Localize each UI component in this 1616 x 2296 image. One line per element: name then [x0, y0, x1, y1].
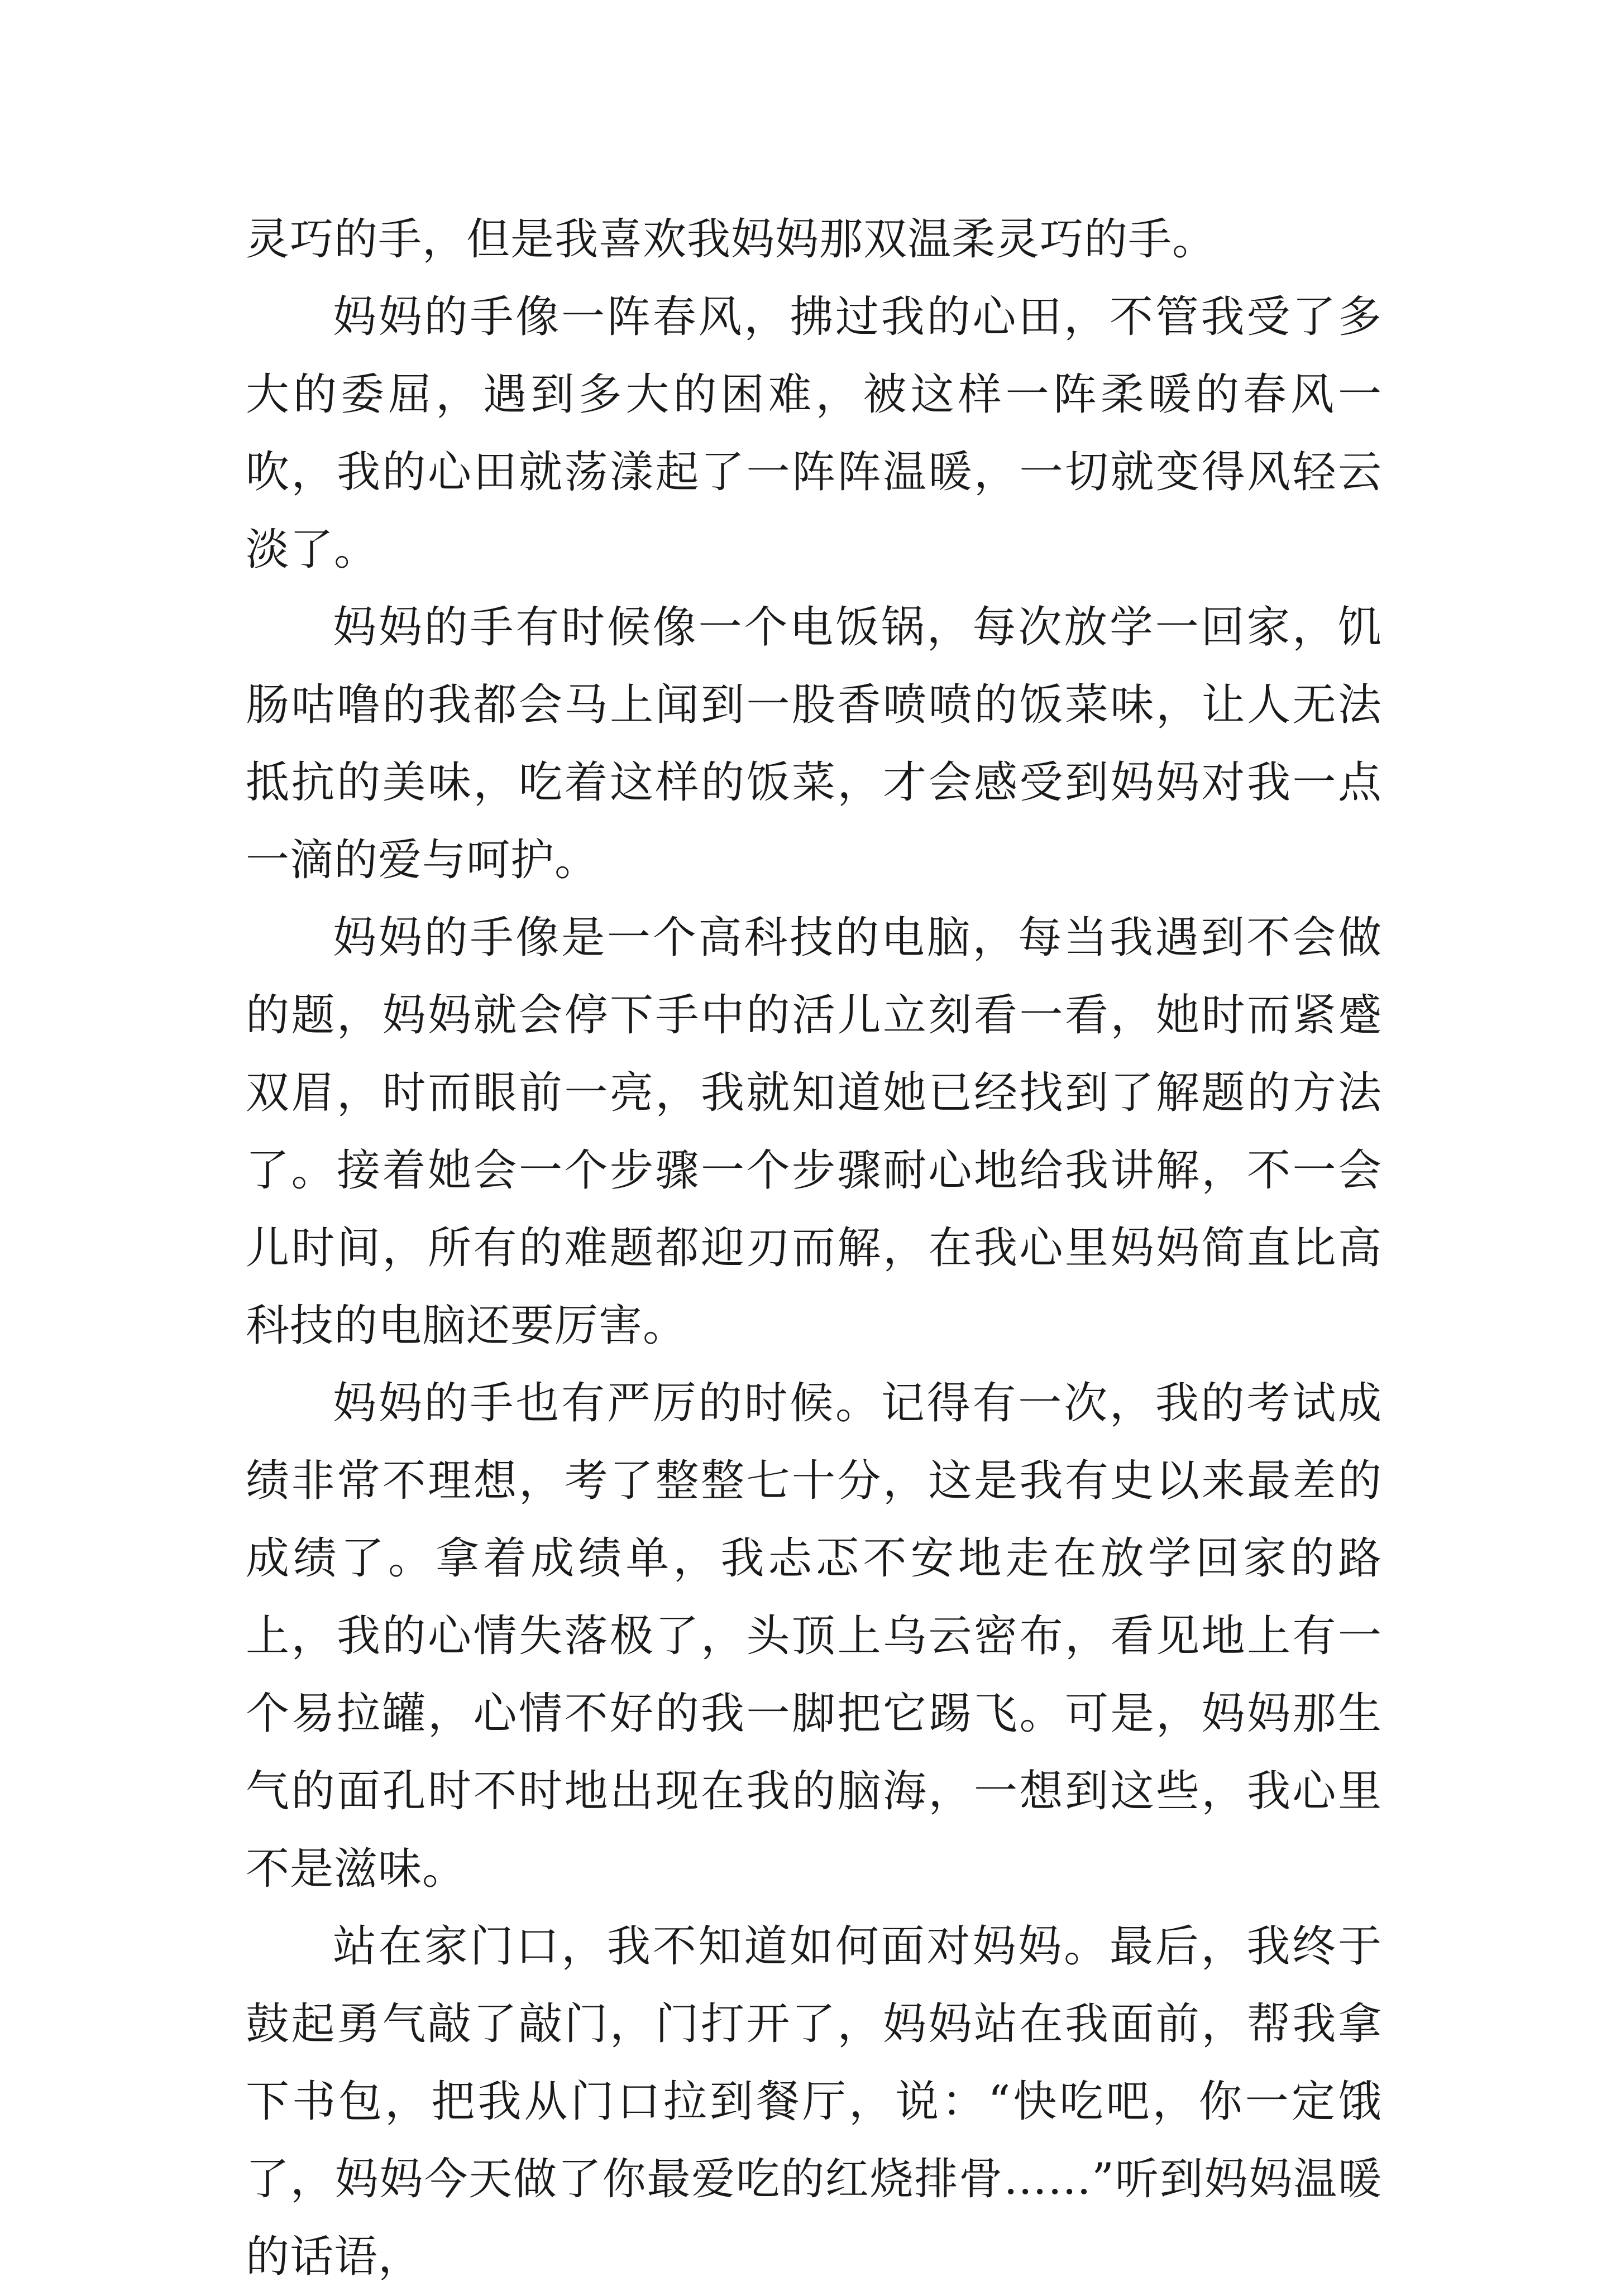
paragraph-continued: 灵巧的手，但是我喜欢我妈妈那双温柔灵巧的手。: [246, 214, 1217, 265]
paragraph-computer: 妈妈的手像是一个高科技的电脑，每当我遇到不会做的题，妈妈就会停下手中的活儿立刻看一看，她时而紧蹙双眉，时而眼前一亮，我就知道她已经找到了解题的方法了。接着她会一个步骤一个步骤耐心地给我讲解，不一会儿时间，所有的难题都迎刃而解，在我心里妈妈简直比高科技的电脑还要厉害。: [246, 913, 1382, 1351]
paragraph-strict: 妈妈的手也有严厉的时候。记得有一次，我的考试成绩非常不理想，考了整整七十分，这是我有史以来最差的成绩了。拿着成绩单，我忐忑不安地走在放学回家的路上，我的心情失落极了，头顶上乌云密布，看见地上有一个易拉罐，心情不好的我一脚把它踢飞。可是，妈妈那生气的面孔时不时地出现在我的脑海，一想到这些，我心里不是滋味。: [246, 1378, 1382, 1894]
paragraph-rice-cooker: 妈妈的手有时候像一个电饭锅，每次放学一回家，饥肠咕噜的我都会马上闻到一股香喷喷的饭菜味，让人无法抵抗的美味，吃着这样的饭菜，才会感受到妈妈对我一点一滴的爱与呵护。: [246, 602, 1382, 885]
paragraph-home-door: 站在家门口，我不知道如何面对妈妈。最后，我终于鼓起勇气敲了敲门，门打开了，妈妈站在我面前，帮我拿下书包，把我从门口拉到餐厅，说：“快吃吧，你一定饿了，妈妈今天做了你最爱吃的红烧排骨……”听到妈妈温暖的话语，: [246, 1921, 1382, 2282]
essay-body: [246, 201, 1382, 2296]
paragraph-spring-breeze: 妈妈的手像一阵春风，拂过我的心田，不管我受了多大的委屈，遇到多大的困难，被这样一阵柔暖的春风一吹，我的心田就荡漾起了一阵阵温暖，一切就变得风轻云淡了。: [246, 292, 1382, 575]
